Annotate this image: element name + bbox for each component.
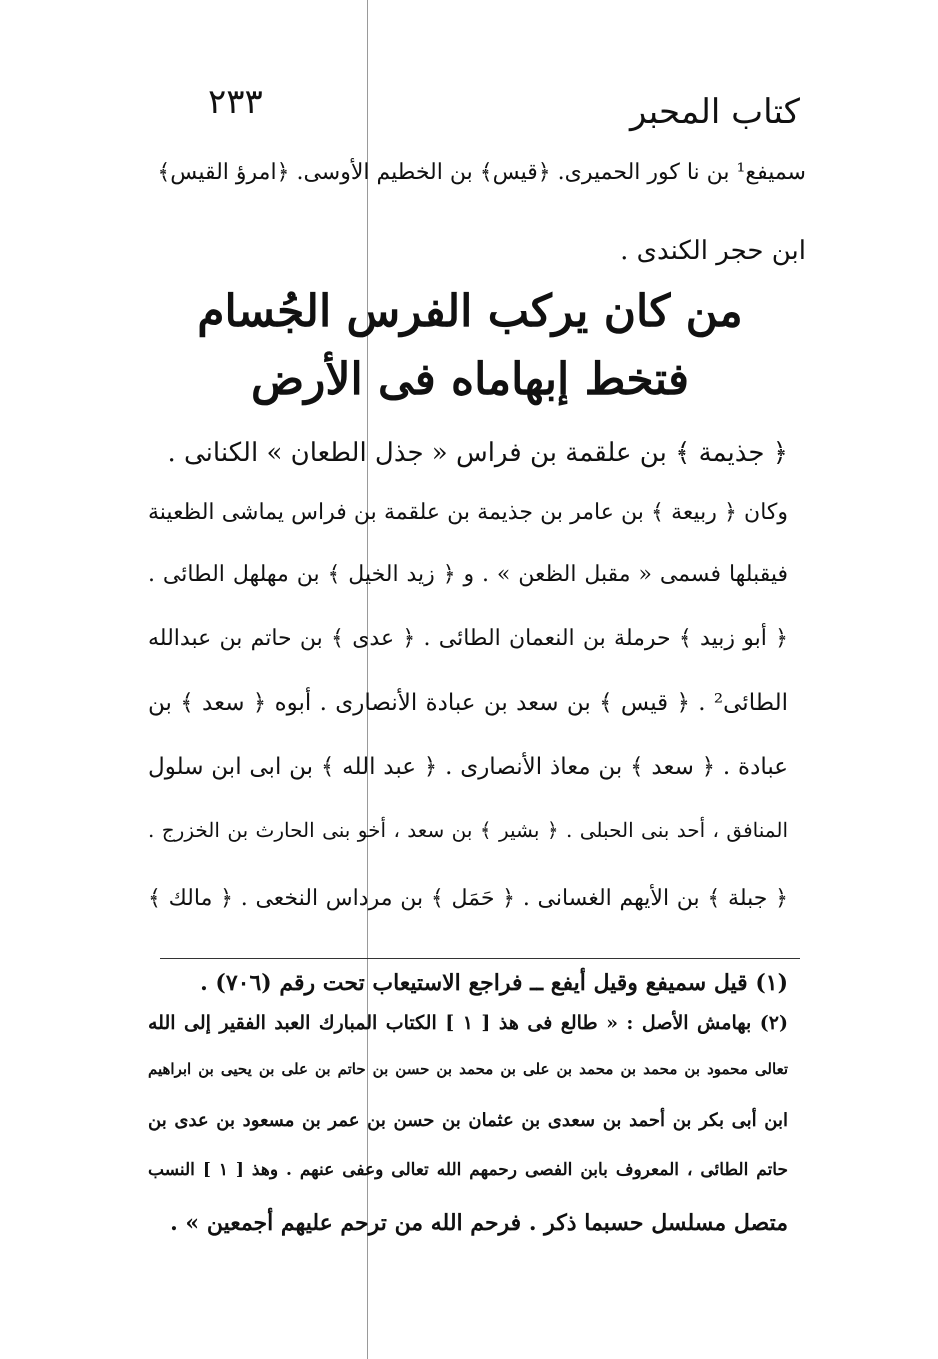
page-number: ٢٣٣ — [208, 82, 263, 122]
section-heading-line: فتخط إبهاماه فى الأرض — [250, 354, 690, 405]
footnote-line: تعالى محمود بن محمد بن محمد بن على بن محمد بن حسن بن حاتم بن على بن يحيى بن ابراهيم — [148, 1060, 788, 1078]
text-line: المنافق ، أحد بنى الحبلى . ﴿ بشير ﴾ بن سعد ، أخو بنى الحارث بن الخزرج . — [148, 818, 788, 842]
text-line: عبادة . ﴿ سعد ﴾ بن معاذ الأنصارى . ﴿ عبد الله ﴾ بن ابى ابن سلول — [148, 754, 788, 780]
section-heading-line: من كان يركب الفرس الجُسام — [197, 286, 743, 337]
footnote-line: ابن أبى بكر بن أحمد بن سعدى بن عثمان بن حسن بن عمر بن مسعود بن عدى بن — [148, 1110, 788, 1131]
page-fold-line — [367, 0, 368, 1359]
running-title: كتاب المحبر — [629, 92, 800, 132]
text-line: الطائى² . ﴿ قيس ﴾ بن سعد بن عبادة الأنصارى . أبوه ﴿ سعد ﴾ بن — [148, 690, 788, 716]
footnote-separator — [160, 958, 800, 959]
text-line: ﴿ أبو زبيد ﴾ حرملة بن النعمان الطائى . ﴿ عدى ﴾ بن حاتم بن عبدالله — [148, 626, 788, 651]
footnote-line: حاتم الطائى ، المعروف بابن الفصى رحمهم الله تعالى وعفى عنهم . وهذ [ ١ ] النسب — [148, 1160, 788, 1180]
footnote-line: (١) قيل سميفع وقيل أيفع ــ فراجع الاستيعاب تحت رقم (٧٠٦) . — [200, 970, 788, 996]
page-header — [200, 82, 800, 142]
footnote-line: (٢) بهامش الأصل : « طالع فى هذ [ ١ ] الكتاب المبارك العبد الفقير إلى الله — [148, 1012, 788, 1034]
text-line: ﴿ جذيمة ﴾ بن علقمة بن فراس « جذل الطعان » الكنانى . — [167, 438, 788, 468]
intro-line: ابن حجر الكندى . — [620, 236, 806, 266]
text-line: ﴿ جبلة ﴾ بن الأيهم الغسانى . ﴿ حَمَل ﴾ بن مرداس النخعى . ﴿ مالك ﴾ — [148, 886, 788, 911]
intro-line: سميفع¹ بن نا كور الحميرى. ﴿قيس﴾ بن الخطيم الأوسى. ﴿امرؤ القيس﴾ — [157, 160, 806, 185]
text-line: فيقبلها فسمى « مقبل الظعن » . و ﴿ زيد الخيل ﴾ بن مهلهل الطائى . — [148, 562, 788, 587]
footnote-line: متصل مسلسل حسبما ذكر . فرحم الله من ترحم عليهم أجمعين » . — [170, 1210, 788, 1236]
text-line: وكان ﴿ ربيعة ﴾ بن عامر بن جذيمة بن علقمة بن فراس يماشى الظعينة — [148, 500, 788, 525]
